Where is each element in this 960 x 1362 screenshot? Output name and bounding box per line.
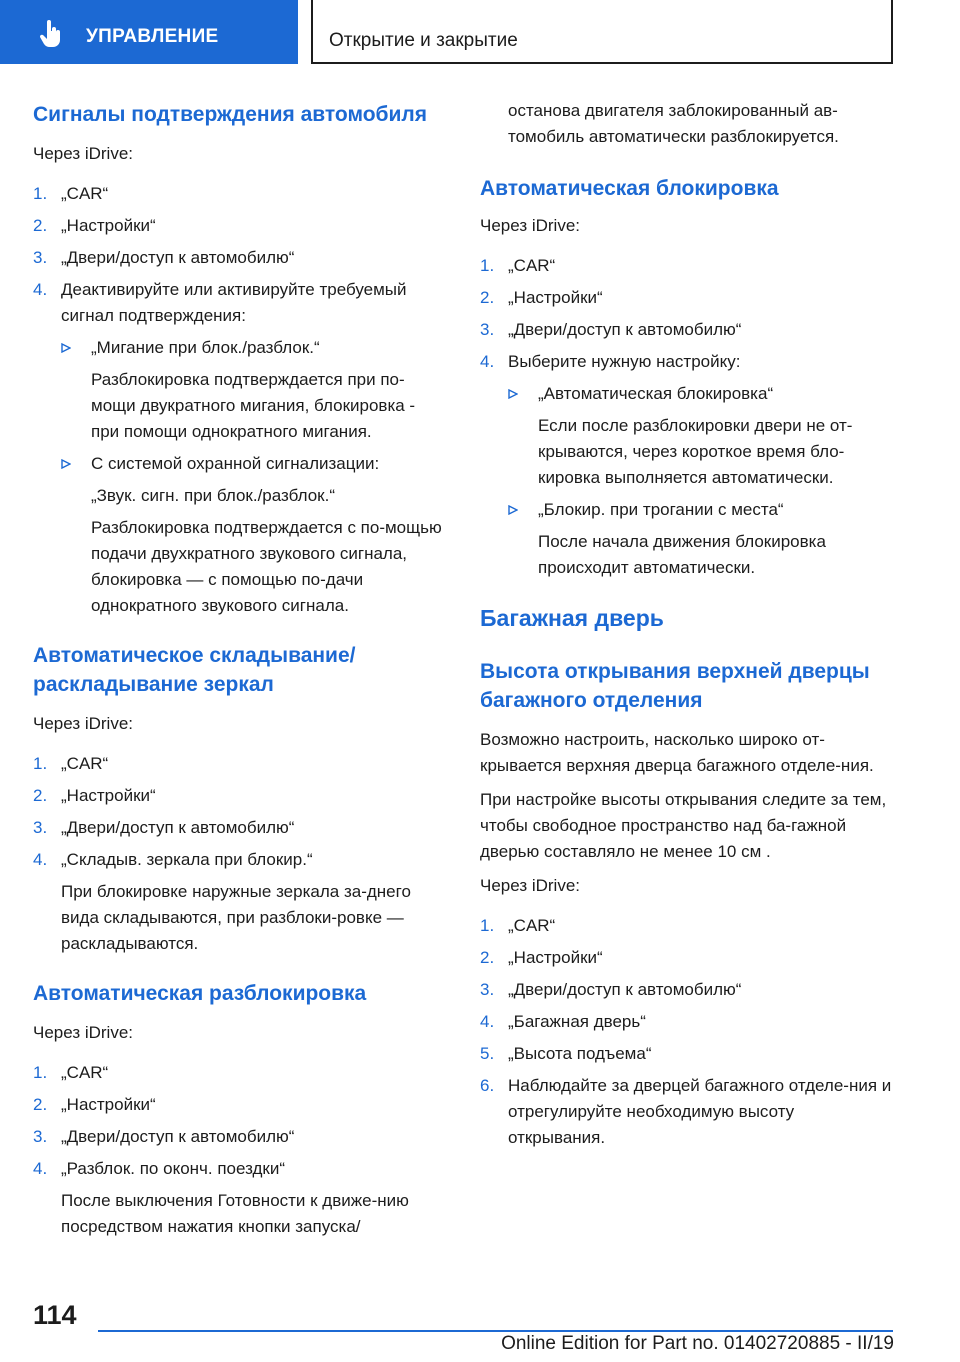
list-item: 2. „Настройки“ bbox=[33, 216, 156, 235]
list-item: 4. Деактивируйте или активируйте требуемый сигнал подтверждения: „Мигание при блок./разблок.“ Разблокировка подтверждается при по-мощи двукратного мигания, блокировка - при помощи однократного мигания. С системой охранной сигнализации: „Звук. сигн. при блок./разблок.“ Разблокировка подтверждается с по-мощью подачи двухкратного звукового сигнала, блокировка — с помощью по-дачи однократного звукового сигнала. bbox=[33, 277, 447, 619]
footer-divider bbox=[98, 1330, 893, 1332]
section-heading: Автоматическое складывание/ раскладывание зеркал bbox=[33, 644, 356, 696]
triangle-bullet-icon bbox=[508, 389, 518, 399]
section-label: УПРАВЛЕНИЕ bbox=[86, 26, 219, 47]
list-item: 4. „Багажная дверь“ bbox=[480, 1012, 646, 1031]
intro-text: Через iDrive: bbox=[480, 216, 581, 235]
list-item: 4. „Складыв. зеркала при блокир.“ При блокировке наружные зеркала за-днего вида складываются, при разблоки-ровке — раскладываются. bbox=[33, 850, 411, 953]
section-tab[interactable] bbox=[0, 0, 298, 64]
list-item: 5. „Высота подъема“ bbox=[480, 1044, 652, 1063]
numbered-list bbox=[480, 253, 894, 581]
list-item: 2. „Настройки“ bbox=[480, 948, 603, 967]
continued-text: останова двигателя заблокированный ав-томобиль автоматически разблокируется. bbox=[508, 101, 839, 146]
list-item: 3. „Двери/доступ к автомобилю“ bbox=[33, 248, 295, 267]
triangle-bullet-icon bbox=[61, 459, 71, 469]
list-item: 3. „Двери/доступ к автомобилю“ bbox=[480, 980, 742, 999]
triangle-bullet-icon bbox=[61, 343, 71, 353]
section-heading: Сигналы подтверждения автомобиля bbox=[33, 103, 428, 126]
list-item: 1. „CAR“ bbox=[480, 256, 556, 275]
triangle-bullet-icon bbox=[508, 505, 518, 515]
list-item: 2. „Настройки“ bbox=[480, 288, 603, 307]
right-column bbox=[480, 98, 894, 1157]
edition-note: Online Edition for Part no. 01402720885 - II/19 bbox=[501, 1333, 894, 1354]
bullet-list bbox=[508, 381, 894, 581]
list-item: 3. „Двери/доступ к автомобилю“ bbox=[480, 320, 742, 339]
section-heading: Высота открывания верхней дверцы багажного отделения bbox=[480, 660, 870, 712]
list-item: 6. Наблюдайте за дверцей багажного отделе-ния и отрегулируйте необходимую высоту открывания. bbox=[480, 1076, 892, 1147]
intro-text: Через iDrive: bbox=[480, 876, 581, 895]
left-column bbox=[33, 100, 447, 1246]
numbered-list bbox=[33, 181, 447, 619]
list-item: 4. „Разблок. по оконч. поездки“ После выключения Готовности к движе-нию посредством нажатия кнопки запуска/ bbox=[33, 1159, 409, 1236]
section-heading: Автоматическая разблокировка bbox=[33, 982, 367, 1005]
paragraph: Возможно настроить, насколько широко от-крывается верхняя дверца багажного отделе-ния. bbox=[480, 730, 874, 775]
chapter-title: Открытие и закрытие bbox=[329, 30, 518, 51]
list-item: 2. „Настройки“ bbox=[33, 786, 156, 805]
page-number: 114 bbox=[33, 1300, 77, 1330]
list-item: 4. Выберите нужную настройку: „Автоматическая блокировка“ Если после разблокировки двери не от-крываются, через короткое время бло-кировка выполняется автоматически. „Блокир. при трогании с места“ После начала движения блокировка происходит автоматически. bbox=[480, 349, 894, 581]
bullet-item: „Блокир. при трогании с места“ После начала движения блокировка происходит автоматически. bbox=[508, 497, 894, 581]
chapter-header bbox=[311, 0, 893, 64]
intro-text: Через iDrive: bbox=[33, 144, 134, 163]
bullet-item: „Автоматическая блокировка“ Если после разблокировки двери не от-крываются, через короткое время бло-кировка выполняется автоматически. bbox=[508, 381, 894, 491]
section-heading: Автоматическая блокировка bbox=[480, 177, 779, 200]
list-item: 1. „CAR“ bbox=[480, 916, 556, 935]
bullet-list bbox=[61, 335, 447, 619]
numbered-list bbox=[33, 751, 447, 957]
bullet-item: „Мигание при блок./разблок.“ Разблокировка подтверждается при по-мощи двукратного мигания, блокировка - при помощи однократного мигания. bbox=[61, 335, 447, 445]
list-item: 1. „CAR“ bbox=[33, 754, 109, 773]
list-item: 2. „Настройки“ bbox=[33, 1095, 156, 1114]
list-item: 3. „Двери/доступ к автомобилю“ bbox=[33, 1127, 295, 1146]
list-item: 3. „Двери/доступ к автомобилю“ bbox=[33, 818, 295, 837]
numbered-list bbox=[480, 913, 894, 1151]
intro-text: Через iDrive: bbox=[33, 1023, 134, 1042]
chapter-section-title: Багажная дверь bbox=[480, 605, 664, 631]
bullet-item: С системой охранной сигнализации: „Звук. сигн. при блок./разблок.“ Разблокировка подтверждается с по-мощью подачи двухкратного звукового сигнала, блокировка — с помощью по-дачи однократного звукового сигнала. bbox=[61, 451, 447, 619]
hand-pointer-icon bbox=[38, 20, 64, 48]
numbered-list bbox=[33, 1060, 447, 1240]
list-item: 1. „CAR“ bbox=[33, 184, 109, 203]
intro-text: Через iDrive: bbox=[33, 714, 134, 733]
list-item: 1. „CAR“ bbox=[33, 1063, 109, 1082]
paragraph: При настройке высоты открывания следите за тем, чтобы свободное пространство над ба-гажной дверью составляло не менее 10 см . bbox=[480, 790, 887, 861]
